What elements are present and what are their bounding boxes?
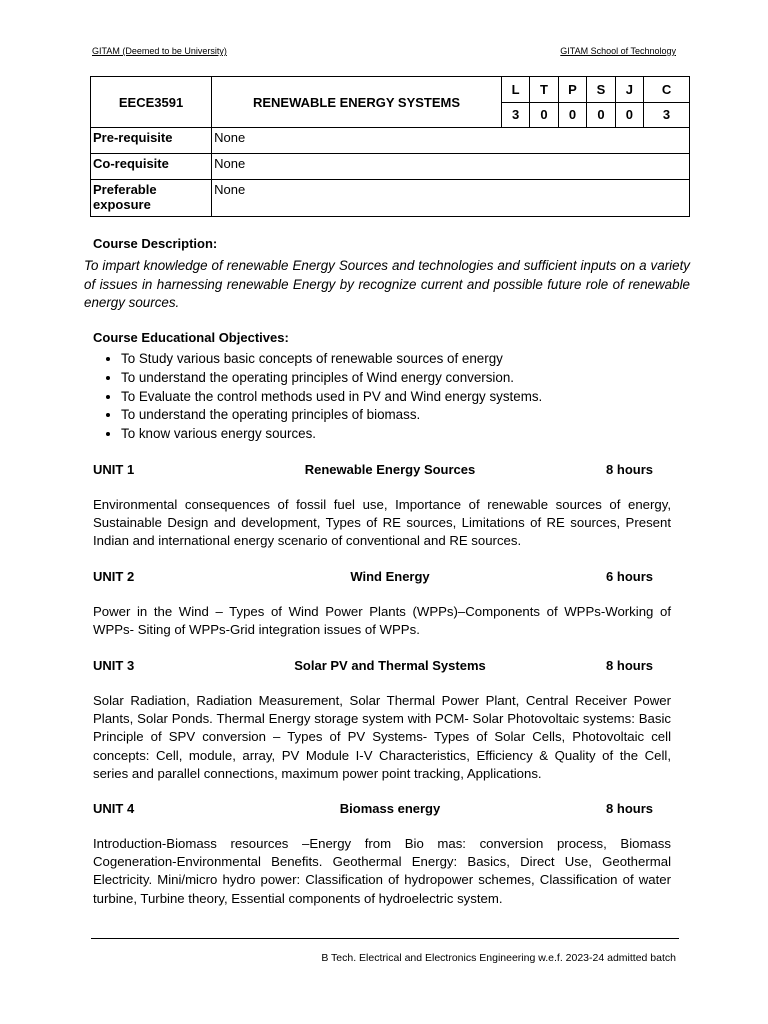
course-description-text: To impart knowledge of renewable Energy Sources and technologies and sufficient inputs on a variety of issues in harnessing renewable Energy by recognize current and possible future role of renewable energy sources.: [84, 258, 690, 310]
objective-item: • To understand the operating principles of biomass.: [121, 406, 542, 425]
objective-item: • To know various energy sources.: [121, 425, 542, 444]
ltp-value-l: 3: [501, 102, 529, 128]
header-university: GITAM (Deemed to be University): [92, 46, 227, 56]
unit-2-header: [93, 569, 653, 587]
unit-1-header: [93, 462, 653, 480]
course-info-table: [90, 76, 690, 217]
ltp-value-s: 0: [587, 102, 615, 128]
ltp-label-j: J: [615, 77, 643, 103]
unit-4-header: [93, 801, 653, 819]
corequisite-label: Co-requisite: [91, 154, 212, 180]
unit-title: Renewable Energy Sources: [304, 462, 476, 477]
unit-label: UNIT 3: [93, 658, 135, 673]
unit-hours: 8 hours: [606, 801, 653, 816]
footer-divider: [91, 938, 679, 939]
course-title: RENEWABLE ENERGY SYSTEMS: [212, 77, 502, 128]
prerequisite-value: None: [212, 128, 690, 154]
unit-2-body: Power in the Wind – Types of Wind Power Plants (WPPs)–Components of WPPs-Working of WPPs- Siting of WPPs-Grid integration issues of WPPs.: [93, 604, 671, 638]
unit-label: UNIT 1: [93, 462, 135, 477]
ltp-label-c: C: [644, 77, 690, 103]
unit-hours: 8 hours: [606, 658, 653, 673]
unit-hours: 8 hours: [606, 462, 653, 477]
unit-label: UNIT 4: [93, 801, 135, 816]
unit-3-header: [93, 658, 653, 676]
objective-item: • To understand the operating principles of Wind energy conversion.: [121, 369, 542, 388]
unit-title: Biomass energy: [339, 801, 441, 816]
ltp-label-l: L: [501, 77, 529, 103]
objectives-list: [94, 350, 542, 444]
ltp-value-c: 3: [644, 102, 690, 128]
ltp-value-p: 0: [558, 102, 586, 128]
unit-label: UNIT 2: [93, 569, 135, 584]
unit-hours: 6 hours: [606, 569, 653, 584]
ltp-value-j: 0: [615, 102, 643, 128]
ltp-label-t: T: [530, 77, 558, 103]
course-code: EECE3591: [91, 77, 212, 128]
unit-1-body: Environmental consequences of fossil fuel use, Importance of renewable sources of energy, Sustainable Design and development, Types of RE sources, Limitations of RE sources, Present Indian and international energy scenario of conventional and RE sources.: [93, 497, 671, 549]
unit-title: Wind Energy: [350, 569, 430, 584]
objective-item: • To Study various basic concepts of renewable sources of energy: [121, 350, 542, 369]
ltp-label-p: P: [558, 77, 586, 103]
preferable-exposure-value: None: [212, 180, 690, 217]
header-school: GITAM School of Technology: [560, 46, 676, 56]
ltp-value-t: 0: [530, 102, 558, 128]
objective-item: • To Evaluate the control methods used in PV and Wind energy systems.: [121, 388, 542, 407]
preferable-exposure-label: Preferable exposure: [91, 180, 212, 217]
ltp-label-s: S: [587, 77, 615, 103]
prerequisite-label: Pre-requisite: [91, 128, 212, 154]
unit-4-body: Introduction-Biomass resources –Energy from Bio mas: conversion process, Biomass Cogeneration-Environmental Benefits. Geothermal Energy: Basics, Direct Use, Geothermal Electricity. Mini/micro hydro power: Classification of hydropower schemes, Classification of water turbine, Turbine theory, Essential components of hydroelectric system.: [93, 836, 671, 906]
page-header: [92, 46, 676, 56]
unit-3-body: Solar Radiation, Radiation Measurement, Solar Thermal Power Plant, Central Receiver Power Plants, Solar Ponds. Thermal Energy storage system with PCM- Solar Photovoltaic systems: Basic Principle of SPV conversion – Types of PV Systems- Types of Solar Cells, Photovoltaic cell concepts: Cell, module, array, PV Module I-V Characteristics, Efficiency & Quality of the Cell, series and parallel connections, maximum power point tracking, Applications.: [93, 693, 671, 781]
objectives-heading: Course Educational Objectives:: [93, 330, 289, 345]
unit-title: Solar PV and Thermal Systems: [294, 658, 486, 673]
page-footer: B Tech. Electrical and Electronics Engineering w.e.f. 2023-24 admitted batch: [321, 952, 676, 964]
course-description-heading: Course Description:: [93, 236, 218, 251]
corequisite-value: None: [212, 154, 690, 180]
